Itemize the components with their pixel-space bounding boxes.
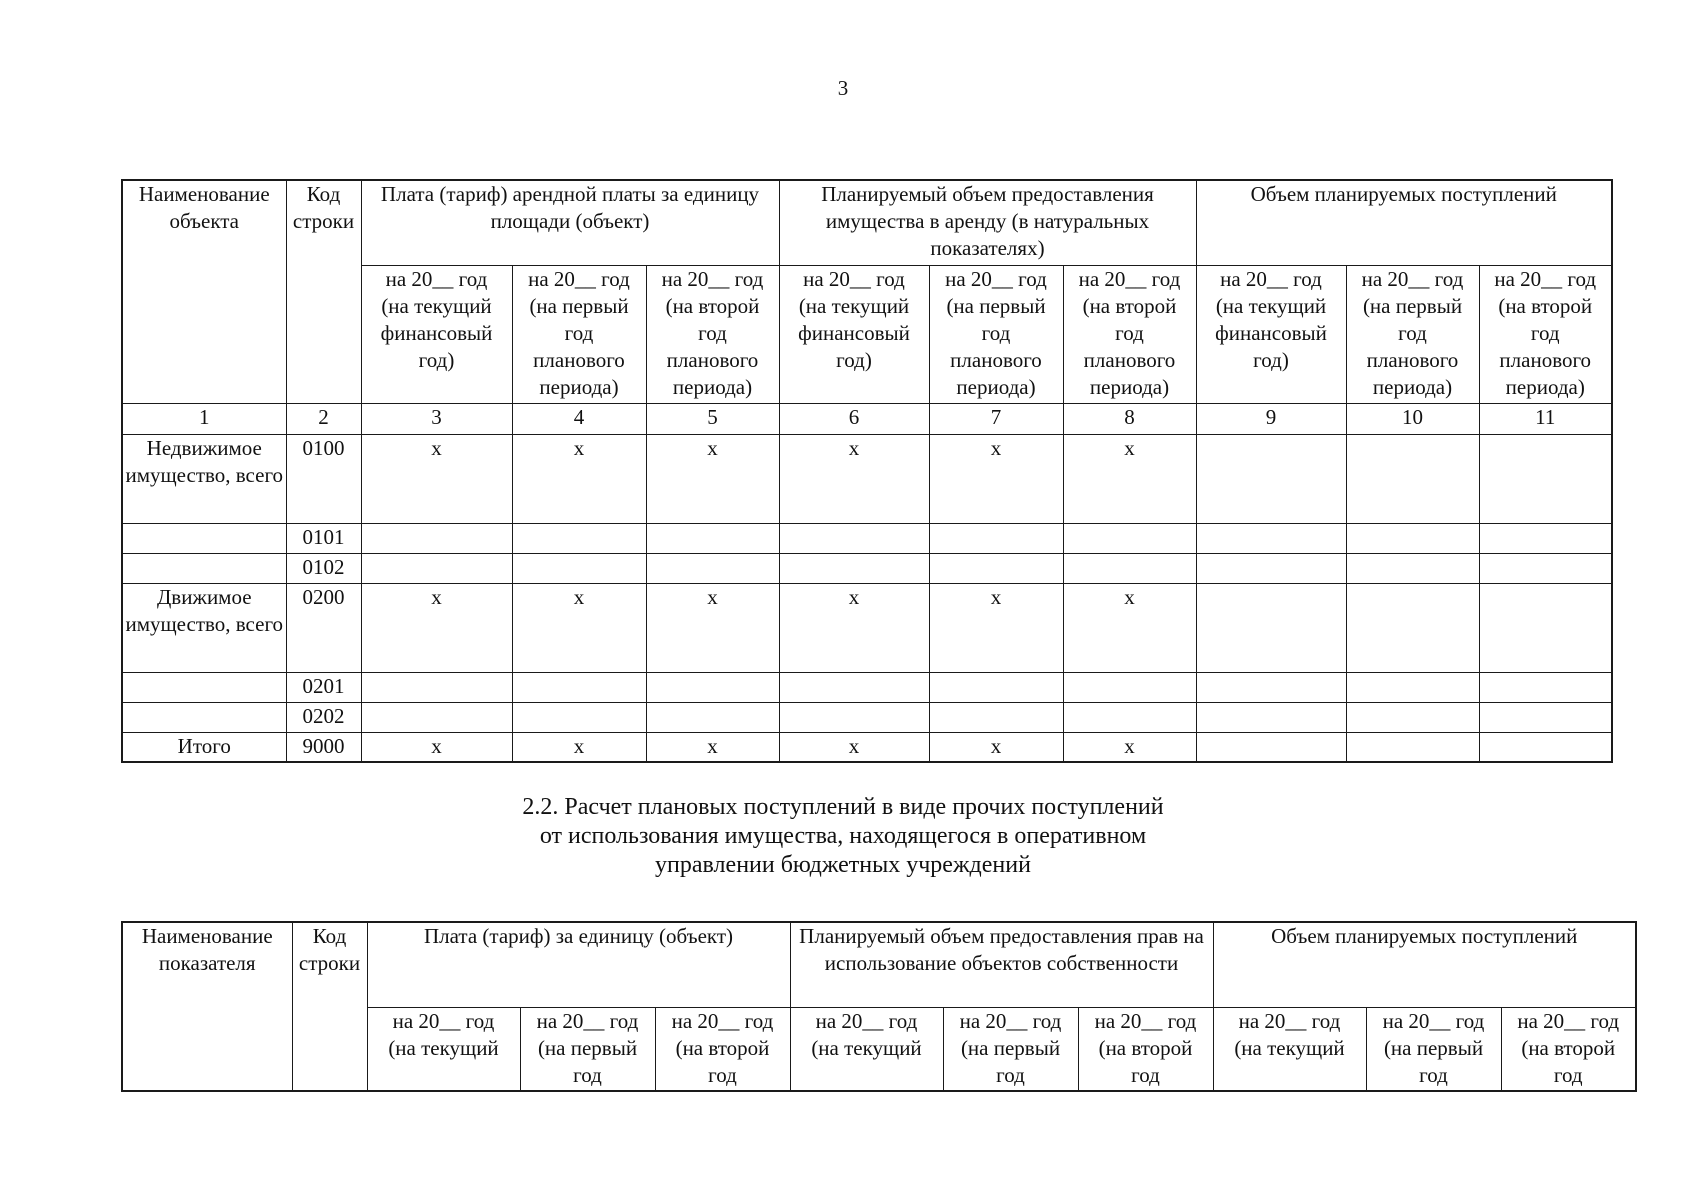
- data-cell: x: [361, 434, 512, 523]
- data-cell: [929, 523, 1063, 553]
- column-number: 9: [1196, 403, 1346, 434]
- column-number: 1: [122, 403, 286, 434]
- data-cell: [361, 553, 512, 583]
- data-cell: [1063, 523, 1196, 553]
- year-header-current: на 20__ год (на текущий финансовый год): [779, 265, 929, 403]
- table-row: [122, 672, 1612, 702]
- data-cell: x: [512, 583, 646, 672]
- column-number: 6: [779, 403, 929, 434]
- data-cell: [646, 672, 779, 702]
- row-name: [122, 702, 286, 732]
- column-number: 8: [1063, 403, 1196, 434]
- row-name: [122, 672, 286, 702]
- header-planned-revenue: Объем планируемых поступлений: [1196, 180, 1612, 265]
- year-header-current: на 20__ год (на текущий финансовый год): [1196, 265, 1346, 403]
- rent-payments-table: [121, 179, 1613, 763]
- row-code: 0100: [286, 434, 361, 523]
- header-planned-rights-volume: Планируемый объем предоставления прав на использование объектов собственности: [790, 922, 1213, 1007]
- data-cell: x: [1063, 434, 1196, 523]
- header-row-code: Код строки: [292, 922, 367, 1091]
- column-number-row: [122, 403, 1612, 434]
- data-cell: x: [779, 583, 929, 672]
- other-revenue-table: [121, 921, 1637, 1092]
- data-cell: [1346, 434, 1479, 523]
- data-cell: [361, 672, 512, 702]
- data-cell: x: [929, 434, 1063, 523]
- header-unit-rate: Плата (тариф) за единицу (объект): [367, 922, 790, 1007]
- data-cell: [929, 672, 1063, 702]
- header-rent-rate: Плата (тариф) арендной платы за единицу площади (объект): [361, 180, 779, 265]
- year-header-current: на 20__ год (на текущий: [790, 1007, 943, 1091]
- row-name-total: Итого: [122, 732, 286, 762]
- row-code: 0200: [286, 583, 361, 672]
- data-cell: [361, 702, 512, 732]
- data-cell: [779, 553, 929, 583]
- year-header-second: на 20__ год (на второй год: [1078, 1007, 1213, 1091]
- row-name: [122, 523, 286, 553]
- table-row-total: [122, 732, 1612, 762]
- data-cell: [779, 702, 929, 732]
- data-cell: [1196, 553, 1346, 583]
- data-cell: [1346, 732, 1479, 762]
- data-cell: [1196, 583, 1346, 672]
- year-header-current: на 20__ год (на текущий: [367, 1007, 520, 1091]
- data-cell: x: [361, 732, 512, 762]
- year-header-second: на 20__ год (на второй год: [655, 1007, 790, 1091]
- data-cell: [779, 672, 929, 702]
- data-cell: [512, 523, 646, 553]
- data-cell: [361, 523, 512, 553]
- row-code: 9000: [286, 732, 361, 762]
- year-header-first: на 20__ год (на первый год: [520, 1007, 655, 1091]
- section-heading-line: от использования имущества, находящегося в оперативном: [539, 823, 1147, 849]
- table-row: [122, 583, 1612, 672]
- data-cell: [512, 702, 646, 732]
- header-indicator-name: Наименование показателя: [122, 922, 292, 1091]
- table-row: [122, 702, 1612, 732]
- data-cell: x: [512, 732, 646, 762]
- data-cell: [1479, 702, 1612, 732]
- data-cell: [1196, 434, 1346, 523]
- header-planned-volume: Планируемый объем предоставления имущества в аренду (в натуральных показателях): [779, 180, 1196, 265]
- data-cell: [512, 672, 646, 702]
- year-header-first: на 20__ год (на первый год: [943, 1007, 1078, 1091]
- table-row: [122, 553, 1612, 583]
- data-cell: [1346, 672, 1479, 702]
- data-cell: x: [646, 732, 779, 762]
- data-cell: [929, 553, 1063, 583]
- data-cell: [1479, 434, 1612, 523]
- section-heading-line: управлении бюджетных учреждений: [655, 852, 1031, 878]
- data-cell: x: [646, 583, 779, 672]
- data-cell: x: [929, 732, 1063, 762]
- column-number: 2: [286, 403, 361, 434]
- column-number: 4: [512, 403, 646, 434]
- data-cell: x: [646, 434, 779, 523]
- data-cell: [1479, 523, 1612, 553]
- year-header-second: на 20__ год (на второй год планового периода): [1479, 265, 1612, 403]
- year-header-second: на 20__ год (на второй год планового периода): [1063, 265, 1196, 403]
- year-header-current: на 20__ год (на текущий финансовый год): [361, 265, 512, 403]
- data-cell: x: [929, 583, 1063, 672]
- data-cell: [1346, 583, 1479, 672]
- column-number: 11: [1479, 403, 1612, 434]
- header-row-code: Код строки: [286, 180, 361, 403]
- data-cell: [1196, 702, 1346, 732]
- header-planned-revenue: Объем планируемых поступлений: [1213, 922, 1636, 1007]
- data-cell: [929, 702, 1063, 732]
- table-row: [122, 523, 1612, 553]
- section-heading-line: 2.2. Расчет плановых поступлений в виде прочих поступлений: [522, 794, 1164, 820]
- year-header-current: на 20__ год (на текущий: [1213, 1007, 1366, 1091]
- data-cell: x: [1063, 732, 1196, 762]
- row-code: 0102: [286, 553, 361, 583]
- data-cell: x: [779, 732, 929, 762]
- column-number: 7: [929, 403, 1063, 434]
- data-cell: x: [512, 434, 646, 523]
- data-cell: x: [1063, 583, 1196, 672]
- table-row: [122, 434, 1612, 523]
- year-header-second: на 20__ год (на второй год: [1501, 1007, 1636, 1091]
- year-header-first: на 20__ год (на первый год: [1366, 1007, 1501, 1091]
- row-name-movable: Движимое имущество, всего: [122, 583, 286, 672]
- column-number: 3: [361, 403, 512, 434]
- data-cell: [1196, 523, 1346, 553]
- data-cell: [1479, 583, 1612, 672]
- row-code: 0201: [286, 672, 361, 702]
- section-heading: [0, 793, 1686, 880]
- year-header-first: на 20__ год (на первый год планового периода): [1346, 265, 1479, 403]
- data-cell: [646, 523, 779, 553]
- data-cell: x: [361, 583, 512, 672]
- data-cell: [1196, 672, 1346, 702]
- year-header-first: на 20__ год (на первый год планового периода): [929, 265, 1063, 403]
- data-cell: [1479, 732, 1612, 762]
- data-cell: [1063, 672, 1196, 702]
- data-cell: x: [779, 434, 929, 523]
- column-number: 5: [646, 403, 779, 434]
- data-cell: [1479, 672, 1612, 702]
- year-header-second: на 20__ год (на второй год планового периода): [646, 265, 779, 403]
- page-number: 3: [837, 76, 849, 100]
- year-header-first: на 20__ год (на первый год планового периода): [512, 265, 646, 403]
- data-cell: [1346, 553, 1479, 583]
- row-name-immovable: Недвижимое имущество, всего: [122, 434, 286, 523]
- data-cell: [1346, 523, 1479, 553]
- column-number: 10: [1346, 403, 1479, 434]
- data-cell: [512, 553, 646, 583]
- data-cell: [646, 553, 779, 583]
- data-cell: [1479, 553, 1612, 583]
- data-cell: [779, 523, 929, 553]
- data-cell: [1063, 702, 1196, 732]
- data-cell: [1196, 732, 1346, 762]
- data-cell: [1346, 702, 1479, 732]
- row-name: [122, 553, 286, 583]
- data-cell: [646, 702, 779, 732]
- row-code: 0202: [286, 702, 361, 732]
- header-object-name: Наименование объекта: [122, 180, 286, 403]
- row-code: 0101: [286, 523, 361, 553]
- data-cell: [1063, 553, 1196, 583]
